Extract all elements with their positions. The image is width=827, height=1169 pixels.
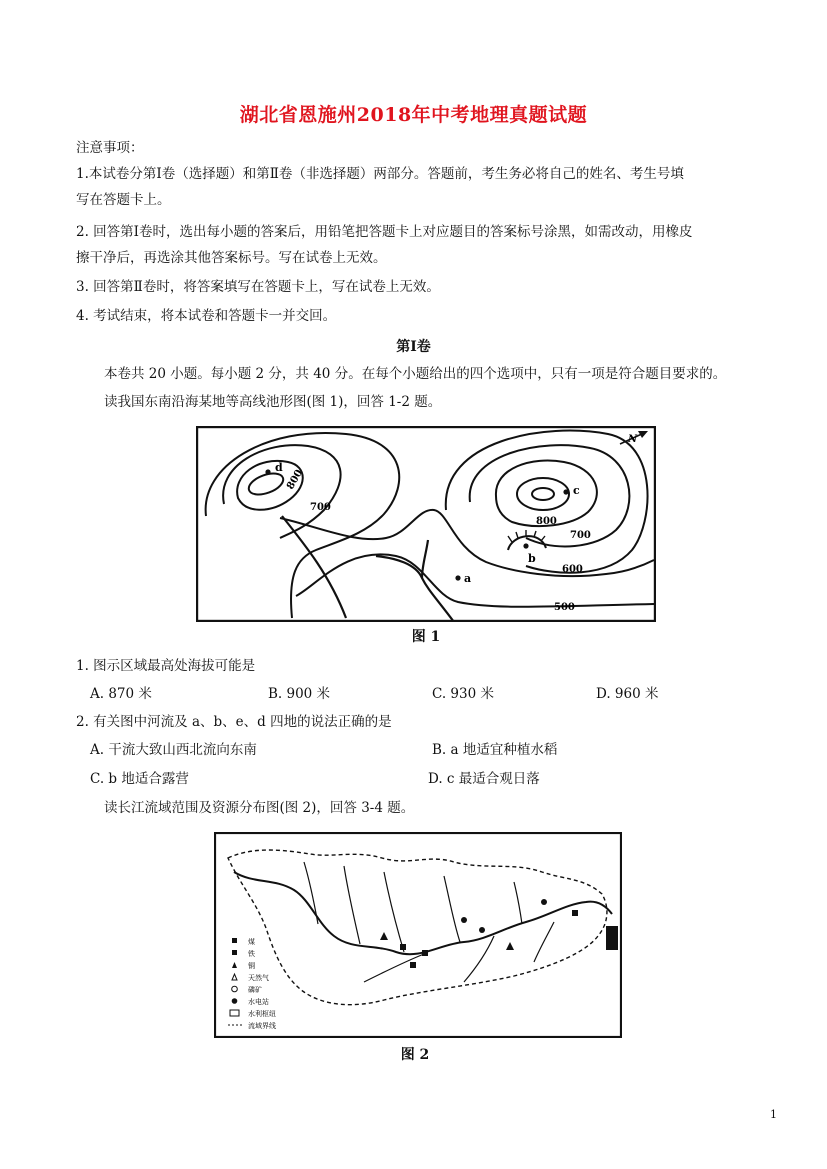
note-item-2-line-2: 擦干净后，再选涂其他答案标号。写在试卷上无效。 xyxy=(76,250,387,266)
note-item-1-line-1: 1.本试卷分第Ⅰ卷（选择题）和第Ⅱ卷（非选择题）两部分。答题前，考生务必将自己的姓名、考生号填 xyxy=(76,166,684,182)
question-2-stem: 2. 有关图中河流及 a、b、e、d 四地的说法正确的是 xyxy=(76,714,392,730)
contour-label-800-right: 800 xyxy=(536,516,557,527)
question-2-option-d[interactable]: D. c 最适合观日落 xyxy=(428,771,540,787)
contour-label-700-right: 700 xyxy=(570,530,591,541)
contour-label-600: 600 xyxy=(562,564,583,575)
svg-text:水电站: 水电站 xyxy=(248,998,269,1006)
question-1-option-c[interactable]: C. 930 米 xyxy=(432,686,494,702)
section-intro: 本卷共 20 小题。每小题 2 分，共 40 分。在每个小题给出的四个选项中，只有一项是符合题目要求的。 xyxy=(104,366,727,382)
read-instruction-1: 读我国东南沿海某地等高线池形图(图 1)，回答 1-2 题。 xyxy=(104,394,442,410)
svg-text:天然气: 天然气 xyxy=(248,974,269,982)
page-number: 1 xyxy=(770,1108,777,1121)
read-instruction-2: 读长江流域范围及资源分布图(图 2)，回答 3-4 题。 xyxy=(104,800,415,816)
point-d-label: d xyxy=(275,461,283,474)
question-2-option-b[interactable]: B. a 地适宜种植水稻 xyxy=(432,742,558,758)
figure-2-basin-map xyxy=(214,832,622,1038)
note-item-1-line-2: 写在答题卡上。 xyxy=(76,192,171,208)
svg-text:流域界线: 流域界线 xyxy=(248,1022,276,1030)
point-b-label: b xyxy=(528,552,536,565)
svg-text:N: N xyxy=(628,434,638,445)
question-2-option-a[interactable]: A. 干流大致山西北流向东南 xyxy=(90,742,257,758)
note-item-4: 4. 考试结束，将本试卷和答题卡一并交回。 xyxy=(76,308,337,324)
question-1-option-a[interactable]: A. 870 米 xyxy=(90,686,152,702)
svg-text:煤: 煤 xyxy=(248,938,255,946)
svg-text:水利枢纽: 水利枢纽 xyxy=(248,1010,276,1018)
figure-2-caption: 图 2 xyxy=(400,1047,430,1063)
note-item-3: 3. 回答第Ⅱ卷时，将答案填写在答题卡上，写在试卷上无效。 xyxy=(76,279,440,295)
contour-label-700-left: 700 xyxy=(310,502,331,513)
svg-text:铁: 铁 xyxy=(248,950,255,958)
point-a-label: a xyxy=(464,572,472,585)
point-b-marker xyxy=(523,543,528,548)
figure-1-caption: 图 1 xyxy=(411,629,441,645)
point-d-marker xyxy=(265,469,270,474)
point-c-label: c xyxy=(573,484,580,497)
contour-label-800-left: 800 xyxy=(285,467,306,492)
page-title: 湖北省恩施州2018年中考地理真题试题 xyxy=(239,104,588,126)
point-a-marker xyxy=(455,575,460,580)
svg-text:磷矿: 磷矿 xyxy=(248,986,262,994)
point-c-marker xyxy=(563,489,568,494)
question-1-option-b[interactable]: B. 900 米 xyxy=(268,686,331,702)
question-1-stem: 1. 图示区域最高处海拔可能是 xyxy=(76,658,256,674)
contour-label-500: 500 xyxy=(554,602,575,613)
figure-1-contour-map xyxy=(196,426,656,622)
section-heading: 第Ⅰ卷 xyxy=(396,339,431,355)
svg-text:铜: 铜 xyxy=(248,962,255,970)
note-item-2-line-1: 2. 回答第Ⅰ卷时，选出每小题的答案后，用铅笔把答题卡上对应题目的答案标号涂黑，如需改动，用橡皮 xyxy=(76,224,693,240)
notes-heading: 注意事项： xyxy=(76,140,144,156)
question-1-option-d[interactable]: D. 960 米 xyxy=(596,686,659,702)
question-2-option-c[interactable]: C. b 地适合露营 xyxy=(90,771,189,787)
